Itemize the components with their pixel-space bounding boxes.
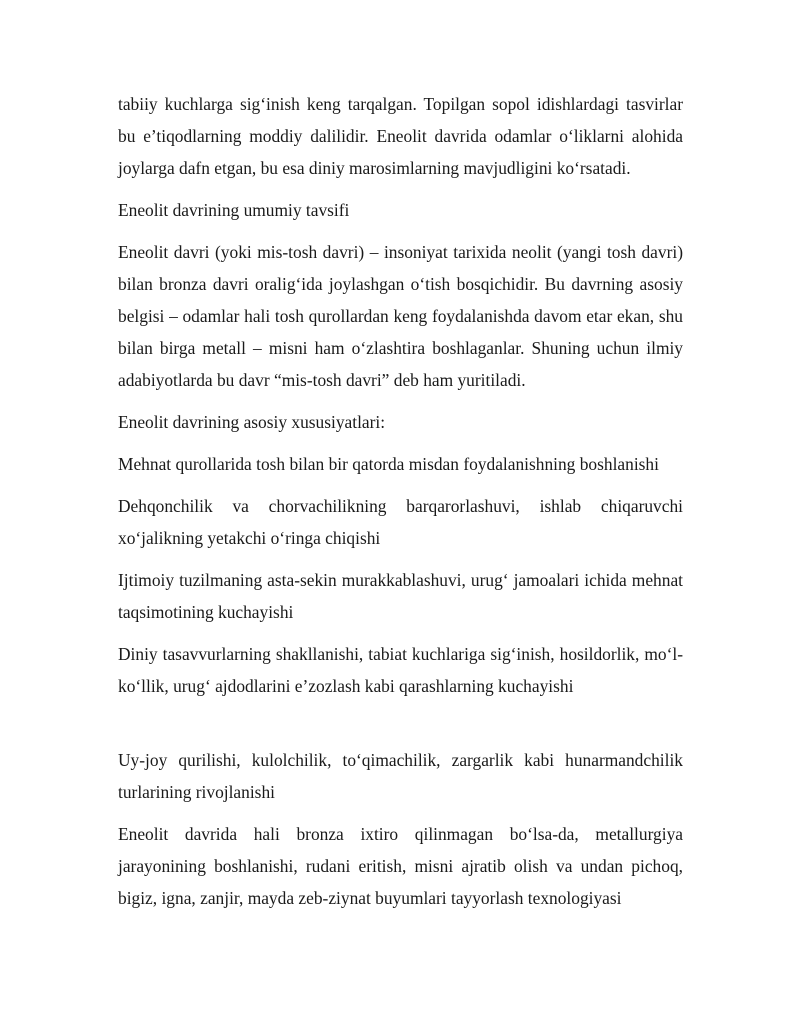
list-item: Ijtimoiy tuzilmaning asta-sekin murakkablashuvi, urug‘ jamoalari ichida mehnat taqsimotining kuchayishi	[118, 570, 683, 622]
list-item: Dehqonchilik va chorvachilikning barqarorlashuvi, ishlab chiqaruvchi xo‘jalikning yetakchi o‘ringa chiqishi	[118, 496, 683, 548]
list-item: Uy-joy qurilishi, kulolchilik, to‘qimachilik, zargarlik kabi hunarmandchilik turlarining rivojlanishi	[118, 750, 683, 802]
document-page	[118, 88, 683, 914]
section-heading: Eneolit davrining umumiy tavsifi	[118, 200, 350, 220]
list-item: Diniy tasavvurlarning shakllanishi, tabiat kuchlariga sig‘inish, hosildorlik, mo‘l-ko‘llik, urug‘ ajdodlarini e’zozlash kabi qarashlarning kuchayishi	[118, 644, 683, 696]
list-item: Mehnat qurollarida tosh bilan bir qatorda misdan foydalanishning boshlanishi	[118, 454, 659, 474]
paragraph-intro: tabiiy kuchlarga sig‘inish keng tarqalgan. Topilgan sopol idishlardagi tasvirlar bu e’tiqodlarning moddiy dalilidir. Eneolit davrida odamlar o‘liklarni alohida joylarga dafn etgan, bu esa diniy marosimlarning mavjudligini ko‘rsatadi.	[118, 94, 683, 178]
blank-line	[118, 702, 683, 744]
list-heading: Eneolit davrining asosiy xususiyatlari:	[118, 412, 386, 432]
paragraph-metallurgy: Eneolit davrida hali bronza ixtiro qilinmagan bo‘lsa-da, metallurgiya jarayonining boshlanishi, rudani eritish, misni ajratib olish va undan pichoq, bigiz, igna, zanjir, mayda zeb-ziynat buyumlari tayyorlash texnologiyasi	[118, 824, 683, 908]
paragraph-overview: Eneolit davri (yoki mis-tosh davri) – insoniyat tarixida neolit (yangi tosh davri) bilan bronza davri oralig‘ida joylashgan o‘tish bosqichidir. Bu davrning asosiy belgisi – odamlar hali tosh qurollardan keng foydalanishda davom etar ekan, shu bilan birga metall – misni ham o‘zlashtira boshlaganlar. Shuning uchun ilmiy adabiyotlarda bu davr “mis-tosh davri” deb ham yuritiladi.	[118, 242, 683, 390]
